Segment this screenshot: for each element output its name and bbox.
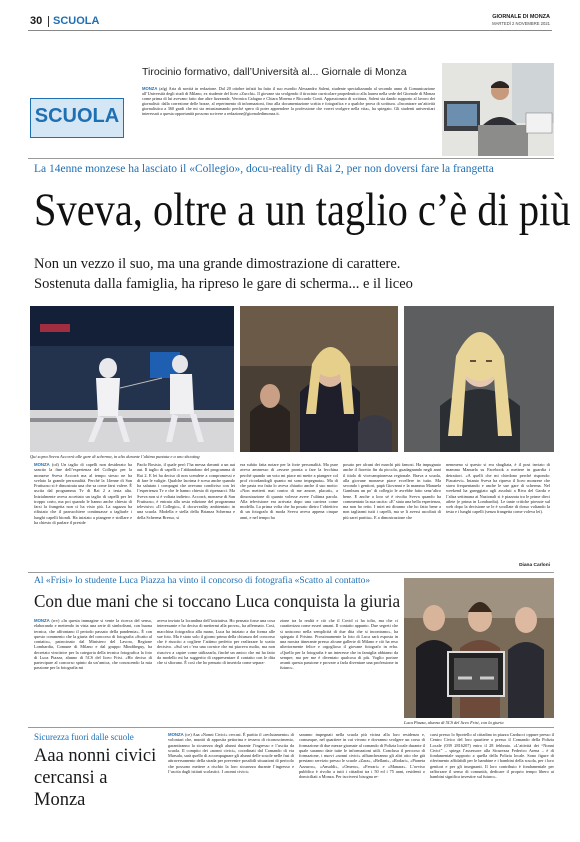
internship-title: Tirocinio formativo, dall’Università al... Giornale di Monza xyxy=(142,66,407,78)
main-caption: Qui sopra Sveva Accorrà alle gare di scherma, in alto durante l’ultima puntata e a uno shooting xyxy=(30,454,200,459)
shooting-photo xyxy=(404,306,554,452)
civici-kicker: Sicurezza fuori dalle scuole xyxy=(34,732,134,742)
subhead-1: Non un vezzo il suo, ma una grande dimostrazione di carattere. xyxy=(34,256,401,272)
scuola-box xyxy=(30,98,124,138)
rule-2 xyxy=(28,572,554,573)
photo-col-3: zione tra la realtà e ciò che il Covid ci ha tolto, ma che ci caratterizza come esseri umani. Il contatto appunto. Due segreti che si uniscono nella semplicità di due dita che si incontrano», ha spiegato il Frisino. Prossimamente la foto di Luca sarà esposta in una mostra itinerante presso alcune gallerie di Milano e ciò ha reso ulteriormente felice e orgoglioso il giovane fotografo in erba. «Quello per la fotografia è un interesse che in famiglia abbiamo da sempre, ma per me è diventato qualcosa di più. Voglio portare avanti questa passione e provare a farla diventare una professione in futuro». xyxy=(280,618,398,671)
photo-headline: Con due mani che si toccano Luca conquista la giuria xyxy=(34,591,401,611)
main-col-4: posato per alcuni dei marchi più famosi. Ha impugnato anche il fioretto fin da piccola, guadagnando negli anni il titolo di vicecampionessa regionale. Brava a scuola, alla giovane monzese piace eccellere in tutto. Ma secondo i genitori, papà Giovanni e la mamma Manuela Gamburu un po’ di collegio le avrebbe fatto senz’altro bene. E anche a loro sé è rivolta Sveva quando ha commentato la sua uscita: «E’ stata una bella esperienza, ma non ho retto. I miei mi diranno che ho fatto bene a non tagliarmi tutti i capelli, ma se li avessi ascoltati di più sarei partita». E a dimostrazione che xyxy=(343,462,441,520)
photo-kicker: Al «Frisi» lo studente Luca Piazza ha vinto il concorso di fotografia «Scatto al contatto» xyxy=(34,576,371,586)
main-headline: Sveva, oltre a un taglio c’è di più xyxy=(34,184,571,236)
fencing-photo xyxy=(30,306,234,452)
luca-photo xyxy=(404,578,554,718)
main-author: Diana Carloni xyxy=(519,563,550,568)
civici-headline: Aaa nonni civici cercansi a Monza xyxy=(34,746,157,810)
section-label: SCUOLA xyxy=(53,15,100,27)
scuola-box-label: SCUOLA xyxy=(34,105,120,127)
rule-3 xyxy=(28,727,554,728)
main-col-5: nemmeno si questo si era sbagliata, è il post inviato di mamma Manuela su Facebook a mettere in guardia i detrattori. «A quelli che mi chiedono perché rispondo: Piacatevi». Intanto Sveva ha ripreso il liceo monzese che stava frequentando e anche le sue gare di scherma. Nel weekend ha gareggiato agli assoluti a Riva del Garda e l’altra settimana ai Nazionali si è piazzata tra le prime dieci atlete (e prima in Lombardia). Le tante critiche piovute sul web dopo la decisione se le è scrollate di dosso voltando la testa e i lunghi capelli (senza frangetta come voleva lei). xyxy=(446,462,550,515)
photo-caption: Luca Piazza, alunno di 5CS del liceo Frisi, con la giuria xyxy=(404,720,504,725)
main-col-3: era subito fatta notare per la forte personalità. Ma pure aveva ammesso di «essere pronta a fare la lecchina perché quando un voto mi piace mi mette a piangere col prof ricordandogli quanto mi sono impegnata». Ma di che pasta era fatta lo aveva chiarito anche il suo motto: «Non metterti mai contro di me amore, placati», a dimostrazione di quanto volesse avere l’ultima parola. Alla televisione era arrivata dopo una carriera come modella. La prima volta che ha posato dietro l’obiettivo di un fotografo di moda Sveva aveva appena cinque anni, e nel tempo ha xyxy=(240,462,338,520)
rule-1 xyxy=(28,158,554,159)
photo-col-2: aveva inviato la locandina dell’iniziativa. Ho pensato fosse una cosa interessante e ho deciso di mettermi alla prova», ha affermato. Così, macchina fotografica alla mano, Luca ha iniziato a dar forma alle sue foto. Ma è stato solo il giorno prima della chiusura del concorso che è riuscito a cogliere l’attimo perfetto per realizzare lo scatto decisivo. «Sul set c’era una cornice che mi piaceva molto, ma non riuscivo a capire come utilizzarla, finché un amico che mi ha fatto da modello mi ha suggerito di rappresentare il contatto con le dita che si sfiorano. È così che ho pensato di inserirla come separa- xyxy=(157,618,275,665)
show-photo xyxy=(240,306,398,452)
page-number: 30 xyxy=(30,15,43,27)
main-col-1: MONZA (cd) Un taglio di capelli non desiderato ha sancito la fine dell’esperienza del Collegio per la monzese Sveva Accorrà ma al tempo stesso ne ha svelato la grande personalità. Perché la 14enne di San Fruttuoso si è dimostrata una che sa come farsi valere. È uscita dal programma Tv di Rai 2 a testa alta. Inizialmente aveva accettato un taglio di capelli per lei troppo corto, ma poi quando le hanno anche chiesto di farsi la frangetta non ci ha visto più. La ragazza ha rifiutato che il parrucchiere continuasse a tagliarle i lunghi capelli biondi. Ha iniziato a piangere e strillare e ha chiesto di parlare il preside xyxy=(34,462,132,525)
photo-col-1: MONZA (rrv) «In questa immagine si vente la ricerca del senso, elaborando e mettendo in vista una serie di simbolismi, con buona tecnica, che affrontano il periodo passato della pandemia». È con questo commento che la giuria del concorso di fotografia «Scatto al contatto», patrocinato dal Ministero del Lavoro, Regione Lombardia, Comune di Milano e dal gruppo Mindtheguy, ha decretato vincitrice per la categoria della tecnica fotografica la foto di Luca Piazza, alunno di 5CS del liceo Frisi. «Ho deciso di partecipare al concorso spinto da un’amica, che conoscendo la mia passione per la fotografia mi xyxy=(34,618,152,671)
main-col-2: Paolo Bosisio, il quale però l’ha messa davanti a un aut aut. Il taglio di capelli o l’abbandono del programma di Rai 2. E lei ha deciso di non scendere a compromessi e di fare le valigie. Qualche lacrima è scesa anche quando ha salutato i compagni che avevano condiviso con lei l’esperienza Tv e che le hanno chiesto di ripensarci. Ma Sveva non si è voltata indietro. Accorrà, monzese di San Fruttuoso, è entrata alla sesta edizione del programma televisivo «Il Collegio», il docu-reality ambientato in una scuola. Modella e stella della Brianza Scherma e della Scherma Bresso, si xyxy=(137,462,235,520)
header-divider xyxy=(48,16,49,27)
issue-date: MARTEDÌ 2 NOVEMBRE 2021 xyxy=(492,21,550,26)
civici-col-1: MONZA (ce) Aaa «Nonni Civici» cercasi. È partito il «reclutamento» di volontari che, muniti di apposita pettorina e tessera di riconoscimento, garantiranno la sicurezza degli alunni durante l’ingresso e l’uscita da scuola. Il compito dei «nonni civici», coordinati dal Comando di via Marsala, sarà quello di accompagnare gli alunni delle scuole nelle fasi di attraversamento della strada per prevenire possibili situazioni di pericolo che possono mettere a rischio la loro sicurezza durante l’ingresso e l’uscita dagli istituti scolastici. I «nonni civici» xyxy=(168,732,294,774)
civici-col-3: carsi presso lo Sportello al cittadino in piazza Carducci oppure presso il Centro Civico del loro quartiere o presso il Comando della Polizia Locale (039 2816207) entro il 28 febbraio. «L’attività dei “Nonni Civici” – spiega l’assessore alla Sicurezza Federico Arena – è di fondamentale supporto a quella della Polizia locale. Sono figure di riferimento affidabili per le bambine e i bambini della scuola, per i loro genitori e per gli insegnanti. Il loro contributo è fondamentale per rafforzare il senso di comunità, dedicare il proprio tempo libero ai bambini significa investire sul futuro». xyxy=(430,732,554,779)
publication-name: GIORNALE DI MONZA xyxy=(492,14,550,20)
page-header xyxy=(28,14,552,31)
civici-col-2: saranno impegnati nella scuola più vicina alla loro residenza e, comunque, nel quartiere in cui vivono e dovranno svolgere un corso di formazione di due mezze giornate al comando di Polizia locale durante il quale saranno date tutte le informazioni utili. Conclusa il percorso di formazione, i nuovi «nonni civici» affiancheranno gli altri otto che già prestano servizio presso le scuole «Zara», «Bellani», «Rodari», «Pianeta Azzurro», «Ansaldi», «Omero», «Ferrari» e «Manara». L’avviso pubblico è rivolto a tutti i cittadini tra i 50 ed i 75 anni, residenti o domiciliati a Monza. Per iscriversi bisogna re- xyxy=(299,732,425,779)
subhead-2: Sostenuta dalla famiglia, ha ripreso le gare di scherma... e il liceo xyxy=(34,276,413,292)
internship-text: MONZA (afg) Aria di novità in redazione. Dal 20 ottobre infatti ha fatto il suo esordio Alessandro Saleni, studente specializzando al secondo anno di Comunicazione all’Università degli studi di Milano, ex studente del liceo «Zucchi». Il giovane sta svolgendo il tirocinio curricolare propedeutico alla laurea nella sede del Giornale di Monza come prima di lui avevano fatto due altre lizzeande, Veronica Cafagno e Chiara Morena e Riccardo Conti. Appassionato di scrittura, Saleni sta dando supporto al lavoro dei giornalisti: dalla correzione delle bozze, al reperimento di informazioni, fino alla documentazione scritta e fotografica e a qualche prova di scrittura. «Incontrare un’attività giornalistica a 360 gradi che mi sta entusiasmando perché spero di poter apprendere la professione che vorrei svolgere nella vita», ha spiegato. Gli studenti universitari interessati a questa opportunità possono scrivere a redazione@giornaledimonza.it. xyxy=(142,86,435,117)
main-kicker: La 14enne monzese ha lasciato il «Collegio», docu-reality di Rai 2, per non doversi fare la frangetta xyxy=(34,163,494,175)
internship-photo xyxy=(442,63,554,156)
